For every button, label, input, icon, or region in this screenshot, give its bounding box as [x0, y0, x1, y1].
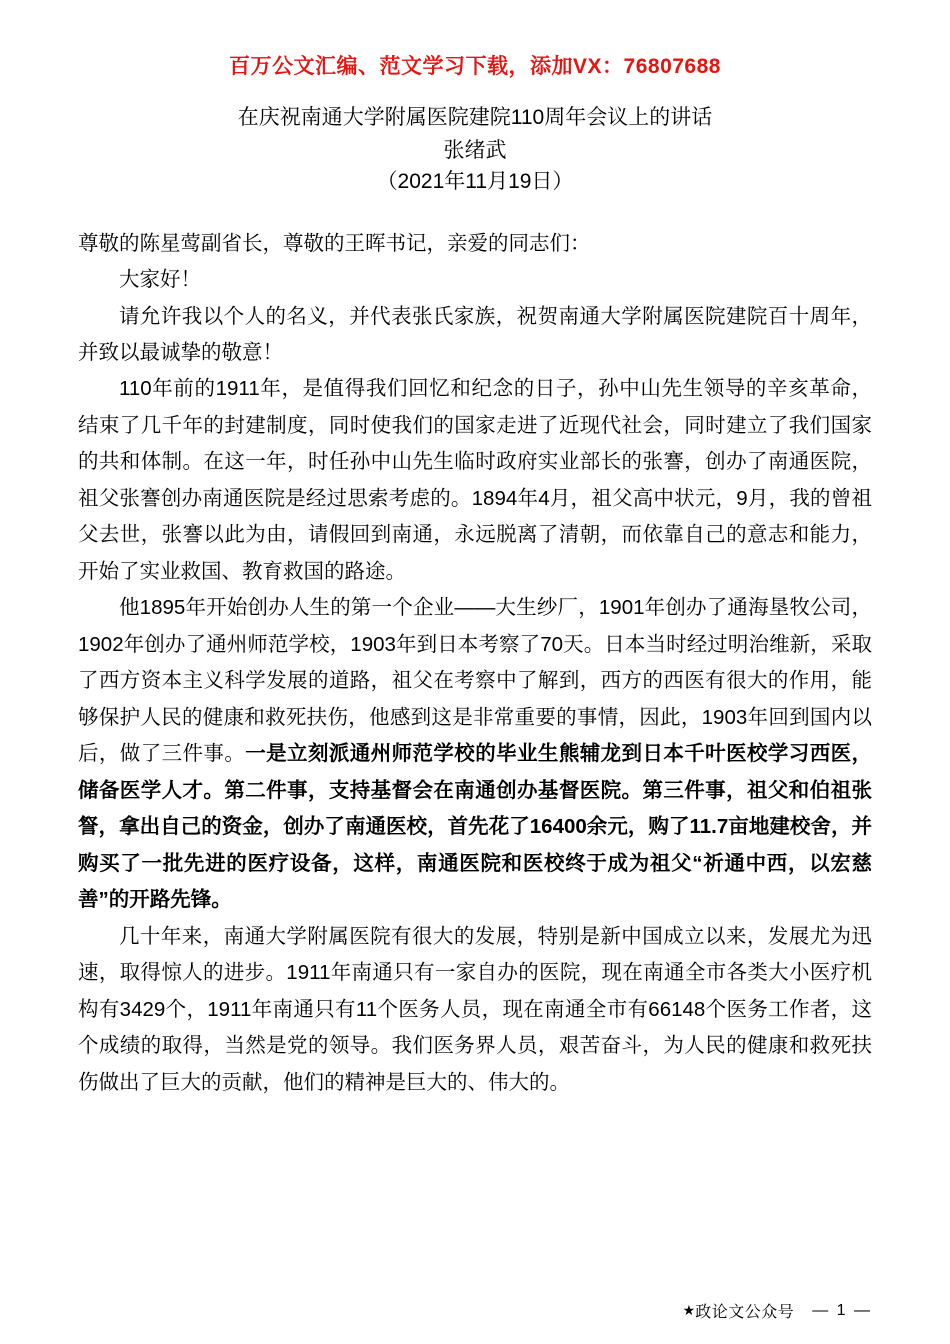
document-body [78, 226, 872, 1102]
document-date: （2021年11月19日） [376, 170, 574, 194]
paragraph [78, 226, 872, 262]
paragraph-run: 他1895年开始创办人生的第一个企业——大生纱厂，1901年创办了通海垦牧公司，1902年创办了通州师范学校，1903年到日本考察了70天。日本当时经过明治维新，采取了西方资本主义科学发展的道路，祖父在考察中了解到，西方的西医有很大的作用，能够保护人民的健康和救死扶伤，他感到这是非常重要的事情，因此，1903年回到国内以后，做了三件事。 [78, 596, 872, 766]
paragraph [78, 262, 872, 298]
footer-brand: 政论文公众号 [695, 1304, 795, 1321]
watermark-banner: 百万公文汇编、范文学习下载，添加VX：76807688 [229, 55, 721, 78]
paragraph-run: 尊敬的陈星莺副省长，尊敬的王晖书记，亲爱的同志们： [78, 231, 591, 255]
page-number: — 1 — [812, 1301, 872, 1319]
paragraph-run: 大家好！ [119, 268, 201, 292]
document-author: 张绪武 [443, 138, 507, 162]
star-icon: ★ [682, 1302, 696, 1318]
paragraph-run: 请允许我以个人的名义，并代表张氏家族，祝贺南通大学附属医院建院百十周年，并致以最诚挚的敬意！ [78, 304, 872, 364]
paragraph-run-bold: 一是立刻派通州师范学校的毕业生熊辅龙到日本千叶医校学习西医，储备医学人才。第二件事，支持基督会在南通创办基督医院。第三件事，祖父和伯祖张詧，拿出自己的资金，创办了南通医校，首先花了16400余元，购了11.7亩地建校舍，并购买了一批先进的医疗设备，这样，南通医院和医校终于成为祖父“祈通中西，以宏慈善”的开路先锋。 [78, 742, 873, 912]
paragraph [78, 371, 872, 590]
paragraph [78, 299, 872, 372]
page-title: 在庆祝南通大学附属医院建院110周年会议上的讲话 [237, 106, 713, 129]
paragraph-run: 几十年来，南通大学附属医院有很大的发展，特别是新中国成立以来，发展尤为迅速，取得惊人的进步。1911年南通只有一家自办的医院，现在南通全市各类大小医疗机构有3429个，1911年南通只有11个医务人员，现在南通全市有66148个医务工作者，这个成绩的取得，当然是党的领导。我们医务界人员，艰苦奋斗，为人民的健康和救死扶伤做出了巨大的贡献，他们的精神是巨大的、伟大的。 [78, 924, 872, 1094]
paragraph [78, 590, 872, 918]
paragraph-run: 110年前的1911年，是值得我们回忆和纪念的日子，孙中山先生领导的辛亥革命，结束了几千年的封建制度，同时使我们的国家走进了近现代社会，同时建立了我们国家的共和体制。在这一年，时任孙中山先生临时政府实业部长的张謇，创办了南通医院，祖父张謇创办南通医院是经过思索考虑的。1894年4月，祖父高中状元，9月，我的曾祖父去世，张謇以此为由，请假回到南通，永远脱离了清朝，而依靠自己的意志和能力，开始了实业救国、教育救国的路途。 [78, 377, 872, 583]
paragraph [78, 919, 872, 1101]
page-footer [0, 1299, 950, 1322]
